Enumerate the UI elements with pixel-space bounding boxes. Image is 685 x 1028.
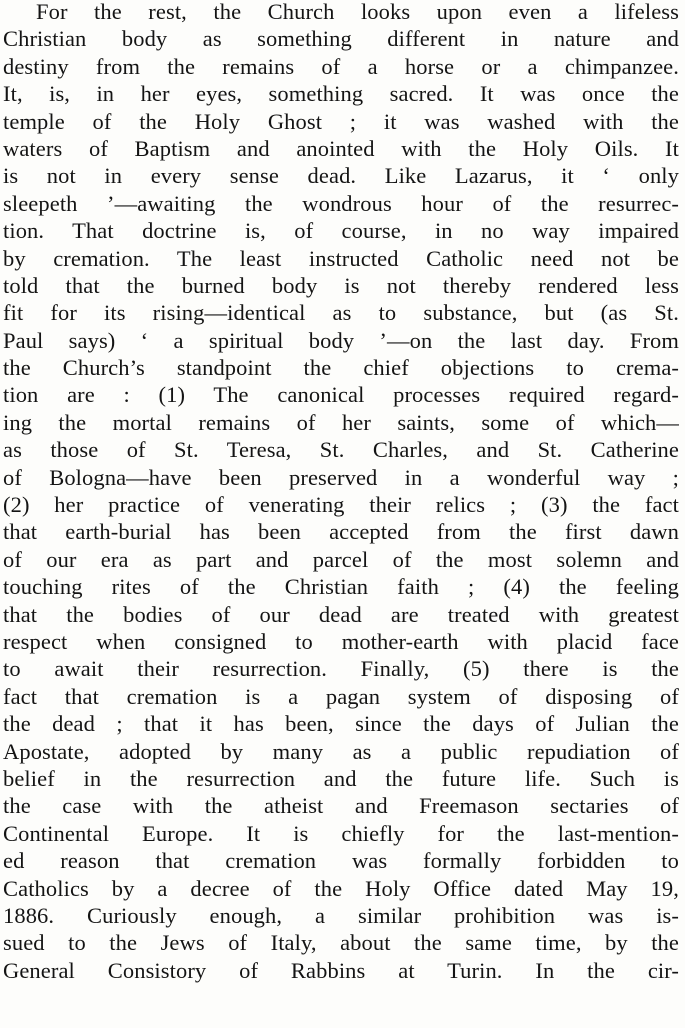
- text-line: (2) her practice of venerating their relics ; (3) the fact: [3, 492, 679, 518]
- text-line: tion. That doctrine is, of course, in no way impaired: [3, 218, 679, 244]
- text-line: respect when consigned to mother-earth with placid face: [3, 628, 679, 654]
- text-line: waters of Baptism and anointed with the Holy Oils. It: [3, 135, 679, 161]
- text-line: 1886. Curiously enough, a similar prohibition was is-: [3, 902, 679, 928]
- text-line: tion are : (1) The canonical processes required regard-: [3, 382, 679, 408]
- text-line: sleepeth ’—awaiting the wondrous hour of the resurrec-: [3, 190, 679, 216]
- text-line: belief in the resurrection and the future life. Such is: [3, 765, 679, 791]
- text-line: the dead ; that it has been, since the days of Julian the: [3, 711, 679, 737]
- text-line: ed reason that cremation was formally forbidden to: [3, 848, 679, 874]
- text-line: Paul says) ‘ a spiritual body ’—on the last day. From: [3, 327, 679, 353]
- text-line: the Church’s standpoint the chief objections to crema-: [3, 355, 679, 381]
- text-line: the case with the atheist and Freemason sectaries of: [3, 793, 679, 819]
- text-column: [3, 0, 679, 984]
- text-line: is not in every sense dead. Like Lazarus, it ‘ only: [3, 163, 679, 189]
- text-line: Catholics by a decree of the Holy Office dated May 19,: [3, 875, 679, 901]
- text-line: touching rites of the Christian faith ; (4) the feeling: [3, 574, 679, 600]
- text-line: Apostate, adopted by many as a public repudiation of: [3, 738, 679, 764]
- text-line: temple of the Holy Ghost ; it was washed with the: [3, 108, 679, 134]
- text-line: that the bodies of our dead are treated with greatest: [3, 601, 679, 627]
- text-line: fact that cremation is a pagan system of disposing of: [3, 683, 679, 709]
- text-line: by cremation. The least instructed Catholic need not be: [3, 245, 679, 271]
- text-line: told that the burned body is not thereby rendered less: [3, 272, 679, 298]
- text-line: fit for its rising—identical as to substance, but (as St.: [3, 300, 679, 326]
- text-line: destiny from the remains of a horse or a chimpanzee.: [3, 53, 679, 79]
- text-line: General Consistory of Rabbins at Turin. In the cir-: [3, 957, 679, 983]
- text-line: of Bologna—have been preserved in a wonderful way ;: [3, 464, 679, 490]
- text-line: For the rest, the Church looks upon even a lifeless: [36, 0, 679, 24]
- text-line: Continental Europe. It is chiefly for the last-mention-: [3, 820, 679, 846]
- text-line: as those of St. Teresa, St. Charles, and St. Catherine: [3, 437, 679, 463]
- text-line: Christian body as something different in nature and: [3, 26, 679, 52]
- text-line: to await their resurrection. Finally, (5) there is the: [3, 656, 679, 682]
- text-line: that earth-burial has been accepted from the first dawn: [3, 519, 679, 545]
- text-line: sued to the Jews of Italy, about the same time, by the: [3, 930, 679, 956]
- text-line: ing the mortal remains of her saints, some of which—: [3, 409, 679, 435]
- text-line: It, is, in her eyes, something sacred. It was once the: [3, 81, 679, 107]
- text-line: of our era as part and parcel of the most solemn and: [3, 546, 679, 572]
